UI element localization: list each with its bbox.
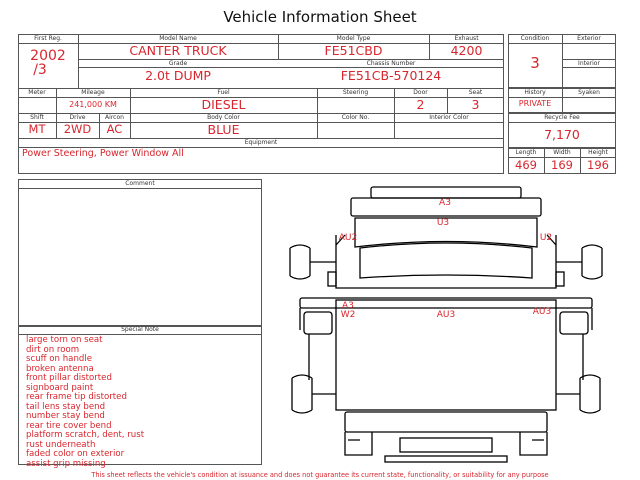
mark-u2: U2 (539, 233, 553, 243)
meter-label: Meter (28, 89, 46, 96)
special-note-item: platform scratch, dent, rust (26, 430, 145, 440)
comment-label: Comment (125, 180, 155, 187)
special-note-item: faded color on exterior (26, 449, 125, 459)
width-label: Width (553, 149, 571, 156)
special-note-item: tail lens stay bend (26, 401, 106, 412)
aircon-value: AC (106, 122, 123, 136)
footer-disclaimer: This sheet reflects the vehicle's condition at issuance and does not guarantee its current state, functionality, or suitability for any purpose (91, 471, 549, 479)
seat-value: 3 (471, 97, 480, 112)
recycle-fee-label: Recycle Fee (544, 114, 580, 121)
special-note-item: assist grip missing (26, 458, 106, 469)
model-type-value: FE51CBD (324, 43, 383, 58)
aircon-label: Aircon (105, 114, 124, 121)
fuel-label: Fuel (217, 89, 230, 96)
first-reg-label: First Reg. (34, 35, 62, 42)
width-value: 169 (551, 158, 573, 172)
special-note-item: dirt on room (26, 344, 80, 355)
mark-a3-left: A3 (342, 301, 354, 311)
history-label: History (524, 89, 546, 96)
mileage-label: Mileage (81, 89, 105, 96)
model-type-label: Model Type (336, 35, 371, 42)
special-note-label: Special Note (121, 326, 159, 333)
grade-label: Grade (168, 60, 188, 67)
shift-label: Shift (30, 114, 44, 121)
shift-value: MT (28, 122, 46, 136)
recycle-fee-value: 7,170 (544, 127, 580, 142)
mark-w2: W2 (340, 310, 356, 320)
special-note-item: front pillar distorted (26, 373, 112, 383)
length-label: Length (515, 149, 537, 156)
interior-color-label: Interior Color (429, 114, 469, 121)
grade-value: 2.0t DUMP (145, 68, 211, 83)
body-color-value: BLUE (207, 122, 240, 137)
first-reg-month: /3 (33, 62, 47, 78)
mark-u3: U3 (436, 218, 450, 228)
chassis-number-value: FE51CB-570124 (340, 68, 442, 83)
equipment-label: Equipment (244, 139, 278, 146)
page-title: Vehicle Information Sheet (223, 8, 417, 26)
first-reg-year: 2002 (30, 48, 66, 64)
door-value: 2 (416, 97, 425, 112)
special-note-item: rear frame tip distorted (26, 392, 127, 402)
syaken-label: Syaken (578, 89, 600, 96)
special-note-item: scuff on handle (26, 354, 93, 364)
exterior-label: Exterior (577, 35, 601, 42)
mark-au3-right: AU3 (532, 307, 552, 317)
special-note-item: broken antenna (26, 363, 94, 374)
interior-label: Interior (578, 60, 600, 67)
special-note-item: signboard paint (26, 382, 94, 393)
mileage-value: 241,000 KM (69, 100, 117, 109)
color-no-label: Color No. (341, 114, 370, 121)
special-note-item: number stay bend (26, 411, 105, 421)
equipment-value: Power Steering, Power Window All (22, 148, 184, 159)
model-name-value: CANTER TRUCK (129, 43, 227, 58)
special-note-item: large torn on seat (26, 335, 103, 345)
exhaust-label: Exhaust (454, 35, 479, 42)
fuel-value: DIESEL (201, 97, 246, 112)
height-value: 196 (587, 158, 609, 172)
seat-label: Seat (468, 89, 483, 96)
history-value: PRIVATE (518, 99, 552, 108)
exhaust-value: 4200 (450, 43, 483, 58)
condition-label: Condition (520, 35, 550, 42)
drive-value: 2WD (63, 122, 92, 136)
drive-label: Drive (69, 114, 86, 121)
body-color-label: Body Color (207, 114, 240, 121)
special-note-item: rear tire cover bend (26, 420, 112, 431)
mark-au3-center: AU3 (436, 310, 456, 320)
mark-au2: AU2 (338, 233, 358, 243)
chassis-number-label: Chassis Number (366, 60, 416, 67)
height-label: Height (588, 149, 608, 156)
mark-a3-top: A3 (439, 198, 451, 208)
condition-value: 3 (530, 54, 540, 72)
special-note-item: rust underneath (26, 439, 96, 450)
length-value: 469 (515, 158, 537, 172)
door-label: Door (413, 89, 428, 96)
model-name-label: Model Name (159, 35, 197, 42)
steering-label: Steering (342, 89, 369, 96)
